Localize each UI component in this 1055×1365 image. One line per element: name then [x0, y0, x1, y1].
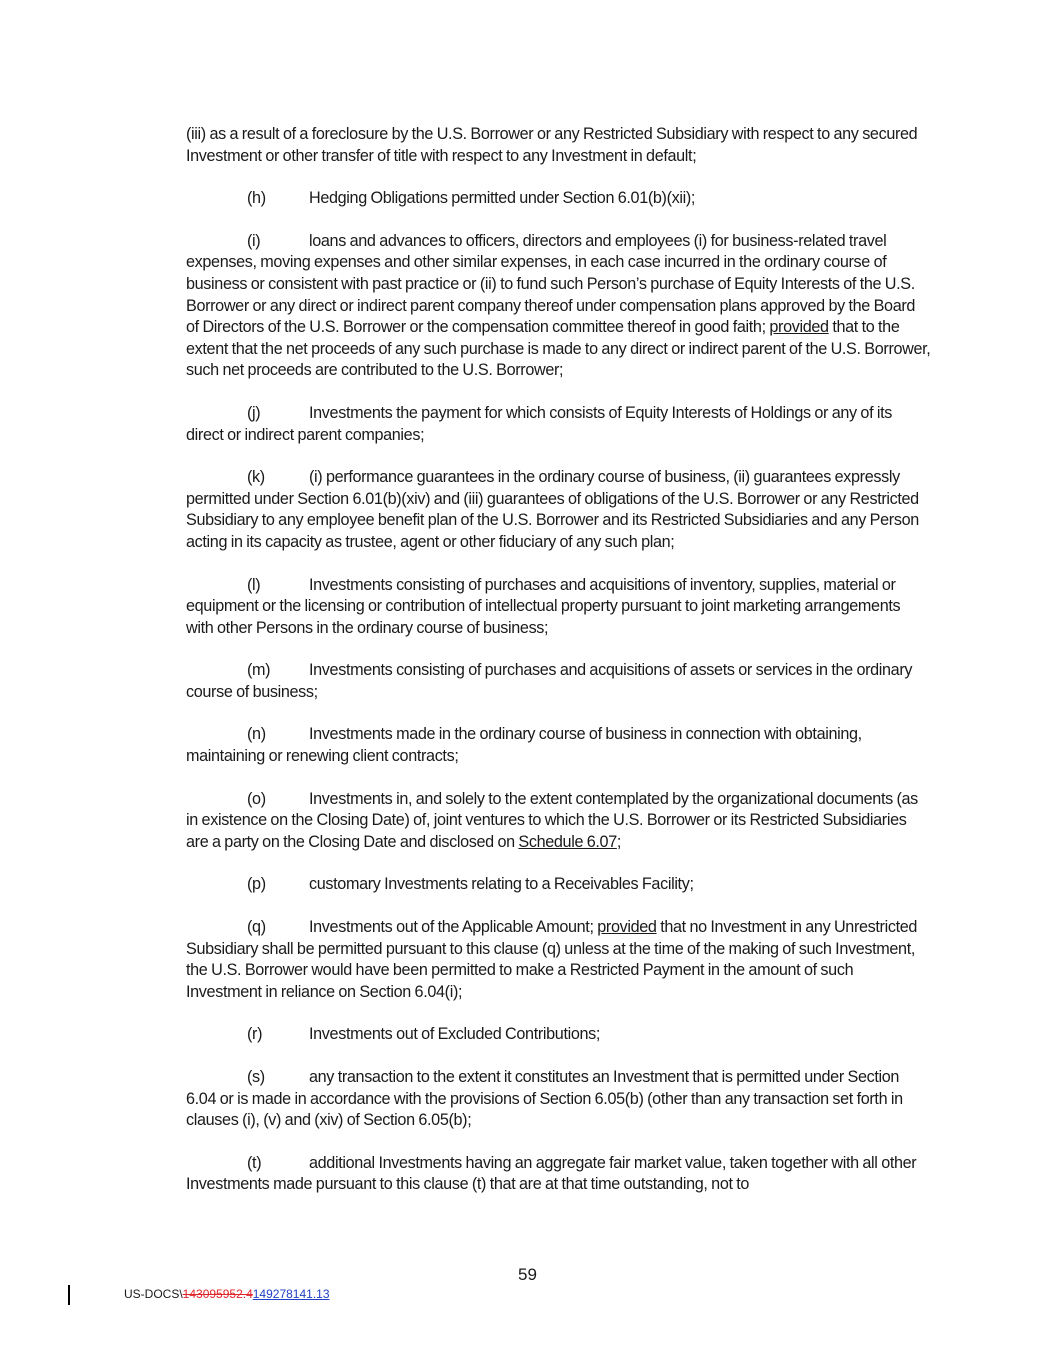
clause-text: customary Investments relating to a Receivables Facility; — [309, 875, 694, 894]
clause-n — [186, 724, 931, 767]
clause-q — [186, 917, 931, 1003]
clause-text: any transaction to the extent it constitutes an Investment that is permitted under Section 6.04 or is made in accordance with the provisions of Section 6.05(b) (other than any transaction set forth in clauses (i), (v) and (xiv) of Section 6.05(b); — [186, 1068, 903, 1130]
clause-text: Investments the payment for which consists of Equity Interests of Holdings or any of its direct or indirect parent companies; — [186, 403, 893, 444]
doc-id-prefix: US-DOCS\ — [124, 1287, 183, 1301]
clause-text-after: that to the extent that the net proceeds of any such purchase is made to any direct or indirect parent of the U.S. Borrower, such net proceeds are contributed to the U.S. Borrower; — [186, 318, 931, 380]
doc-id-deleted: 143095952.4 — [182, 1287, 253, 1301]
clause-text-after: that no Investment in any Unrestricted Subsidiary shall be permitted pursuant to this clause (q) unless at the time of the making of such Investment, the U.S. Borrower would have been permitted to make a Restricted Payment in the amount of such Investment in reliance on Section 6.04(i); — [186, 918, 918, 1001]
clause-k — [186, 467, 931, 553]
clause-text-after: ; — [616, 832, 622, 851]
clause-text: Investments out of Excluded Contributions; — [309, 1025, 601, 1044]
clause-label: (k) — [247, 468, 265, 487]
clause-text: additional Investments having an aggregate fair market value, taken together with all other Investments made pursuant to this clause (t) that are at that time outstanding, not to — [186, 1153, 917, 1194]
clause-s — [186, 1067, 931, 1132]
revision-change-bar — [68, 1285, 70, 1305]
clause-t — [186, 1153, 931, 1196]
schedule-reference: Schedule 6.07 — [518, 832, 617, 851]
clause-text: Investments out of the Applicable Amount; — [309, 918, 598, 937]
clause-o — [186, 789, 931, 854]
clause-label: (o) — [247, 789, 266, 808]
clause-text: Investments made in the ordinary course of business in connection with obtaining, maintaining or renewing client contracts; — [186, 725, 862, 766]
clause-m — [186, 660, 931, 703]
clause-label: (l) — [247, 575, 261, 594]
clause-j — [186, 403, 931, 446]
document-body — [186, 124, 931, 1217]
clause-l — [186, 575, 931, 640]
clause-r — [186, 1024, 931, 1046]
page-number: 59 — [518, 1265, 537, 1284]
clause-label: (m) — [247, 661, 271, 680]
clause-text: Investments consisting of purchases and acquisitions of assets or services in the ordinary course of business; — [186, 661, 913, 701]
clause-label: (s) — [247, 1068, 265, 1086]
doc-id-inserted: 149278141.13 — [252, 1287, 330, 1301]
clause-i — [186, 231, 931, 382]
clause-label: (i) — [247, 231, 261, 250]
clause-label: (t) — [247, 1153, 262, 1172]
lead-in-paragraph: (iii) as a result of a foreclosure by the U.S. Borrower or any Restricted Subsidiary with respect to any secured Investment or other transfer of title with respect to any Investment in default; — [186, 125, 918, 165]
defined-term-provided: provided — [769, 318, 829, 337]
clause-label: (r) — [247, 1025, 263, 1044]
clause-text: (i) performance guarantees in the ordinary course of business, (ii) guarantees expressly permitted under Section 6.01(b)(xiv) and (iii) guarantees of obligations of the U.S. Borrower or any Restricted Subsidiary to any employee benefit plan of the U.S. Borrower and its Restricted Subsidiaries and any Person acting in its capacity as trustee, agent or other fiduciary of any such plan; — [186, 468, 919, 551]
clause-text: Investments consisting of purchases and acquisitions of inventory, supplies, material or equipment or the licensing or contribution of intellectual property pursuant to joint marketing arrangements with other Persons in the ordinary course of business; — [186, 575, 901, 637]
clause-p — [186, 874, 931, 896]
clause-h — [186, 188, 931, 210]
clause-label: (n) — [247, 725, 266, 744]
clause-label: (j) — [247, 403, 261, 422]
clause-label: (q) — [247, 918, 266, 937]
clause-label: (p) — [247, 875, 266, 894]
defined-term-provided: provided — [597, 918, 657, 937]
clause-text: Investments in, and solely to the extent contemplated by the organizational documents (as in existence on the Closing Date) of, joint ventures to which the U.S. Borrower or its Restricted Subsidiaries are a party on the Closing Date and disclosed on — [186, 789, 918, 851]
clause-text: Hedging Obligations permitted under Section 6.01(b)(xii); — [309, 189, 696, 208]
clause-text: loans and advances to officers, directors and employees (i) for business-related travel expenses, moving expenses and other similar expenses, in each case incurred in the ordinary course of business or consistent with past practice or (ii) to fund such Person’s purchase of Equity Interests of the U.S. Borrower or any direct or indirect parent company thereof under compensation plans approved by the Board of Directors of the U.S. Borrower or the compensation committee thereof in good faith; — [186, 231, 916, 337]
clause-label: (h) — [247, 189, 266, 208]
document-id — [124, 1287, 330, 1301]
